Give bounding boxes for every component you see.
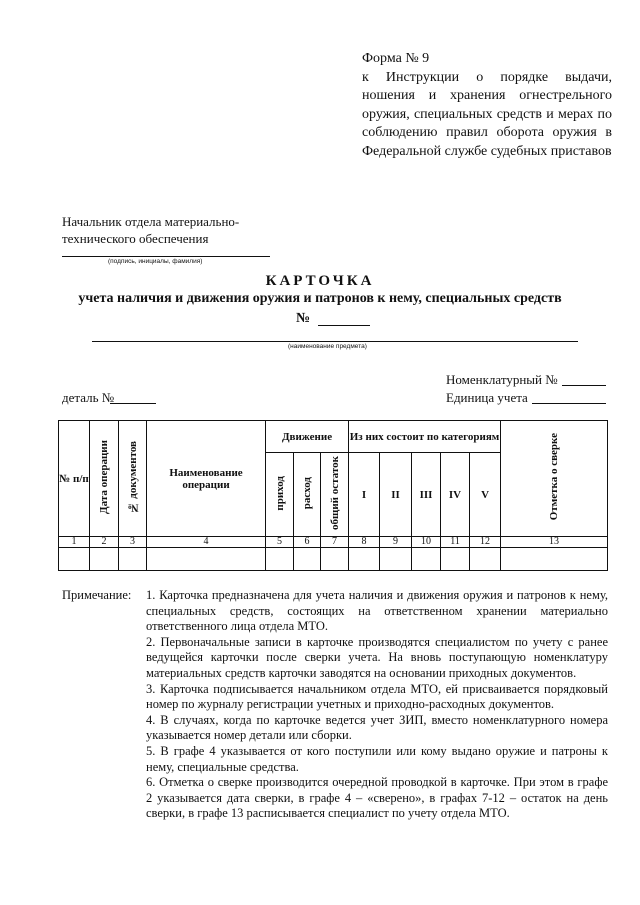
table-cell[interactable] <box>441 548 470 571</box>
column-number: 4 <box>147 537 266 548</box>
detail-label: деталь № <box>62 390 115 405</box>
item-name-field[interactable] <box>92 341 578 342</box>
note-item: 6. Отметка о сверке производится очередной проводкой в карточке. При этом в графе 2 указывается дата сверки, в графе 4 – «сверено», в графах 7-12 – остаток на день сверки, в графе 13 расписывается специалист по учету отдела МТО. <box>146 775 608 821</box>
header-cat-3: III <box>412 453 441 537</box>
column-number: 12 <box>470 537 501 548</box>
column-number: 2 <box>90 537 119 548</box>
note-item: 4. В случаях, когда по карточке ведется учет ЗИП, вместо номенклатурного номера указывается номер детали или сборки. <box>146 712 608 743</box>
header-out: расход <box>294 453 321 537</box>
table-cell[interactable] <box>90 548 119 571</box>
card-number-label: № <box>296 311 311 326</box>
column-number: 1 <box>59 537 90 548</box>
table-cell[interactable] <box>501 548 608 571</box>
form-header <box>362 50 612 161</box>
table-cell[interactable] <box>119 548 147 571</box>
column-number: 8 <box>349 537 380 548</box>
card-title: КАРТОЧКА <box>265 273 375 289</box>
header-cat-1: I <box>349 453 380 537</box>
header-cat-2: II <box>380 453 412 537</box>
header-check: Отметка о сверке <box>501 421 608 537</box>
column-number: 5 <box>266 537 294 548</box>
card-number-field[interactable] <box>318 325 370 326</box>
note-item: 5. В графе 4 указывается от кого поступили или кому выдано оружие и патроны к нему, специальные средства. <box>146 743 608 774</box>
detail-field[interactable] <box>110 403 156 404</box>
header-movement: Движение <box>266 421 349 453</box>
signature-caption: (подпись, инициалы, фамилия) <box>108 258 203 265</box>
column-numbers-row <box>59 537 608 548</box>
column-number: 7 <box>321 537 349 548</box>
item-name-caption: (наименование предмета) <box>288 343 367 350</box>
table-cell[interactable] <box>321 548 349 571</box>
column-number: 9 <box>380 537 412 548</box>
header-num: № п/п <box>59 421 90 537</box>
column-number: 10 <box>412 537 441 548</box>
form-title: Форма № 9 <box>362 51 430 66</box>
table-cell[interactable] <box>294 548 321 571</box>
nomenclature-field[interactable] <box>562 385 606 386</box>
table-cell[interactable] <box>266 548 294 571</box>
note-item: 2. Первоначальные записи в карточке производятся специалистом по учету с ранее ведущейся карточки после сверки учета. На вновь поступающую номенклатуру материальных средств карточки заводятся на основании приходных документов. <box>146 634 608 680</box>
table-row <box>59 548 608 571</box>
table-cell[interactable] <box>470 548 501 571</box>
note-item: 3. Карточка подписывается начальником отдела МТО, ей присваивается порядковый номер по журналу регистрации учетных и приходно-расходных документов. <box>146 681 608 712</box>
unit-field[interactable] <box>532 403 606 404</box>
chief-line-2: технического обеспечения <box>62 231 209 246</box>
header-cat-5: V <box>470 453 501 537</box>
chief-line-1: Начальник отдела материально- <box>62 214 240 229</box>
header-total: общий остаток <box>321 453 349 537</box>
notes-label: Примечание: <box>62 588 132 602</box>
header-cat-4: IV <box>441 453 470 537</box>
header-name: Наименование операции <box>147 421 266 537</box>
header-in: приход <box>266 453 294 537</box>
card-subtitle: учета наличия и движения оружия и патронов к нему, специальных средств <box>78 291 562 306</box>
column-number: 3 <box>119 537 147 548</box>
column-number: 6 <box>294 537 321 548</box>
header-date: Дата операции <box>90 421 119 537</box>
table-cell[interactable] <box>147 548 266 571</box>
column-number: 13 <box>501 537 608 548</box>
column-number: 11 <box>441 537 470 548</box>
table-cell[interactable] <box>349 548 380 571</box>
table-cell[interactable] <box>59 548 90 571</box>
chief-block <box>62 213 239 247</box>
nomenclature-label: Номенклатурный № <box>446 372 558 387</box>
table-cell[interactable] <box>380 548 412 571</box>
note-item: 1. Карточка предназначена для учета наличия и движения оружия и патронов к нему, специальных средств, состоящих на ответственном хранении материально ответственного лица отдела МТО. <box>146 588 608 634</box>
notes-list <box>146 588 608 822</box>
table-cell[interactable] <box>412 548 441 571</box>
header-categories: Из них состоит по категориям <box>349 421 501 453</box>
card-table <box>58 420 608 571</box>
form-description: к Инструкции о порядке выдачи, ношения и хранения огнестрельного оружия, специальных средств и мерах по соблюдению правил оборота оружия в Федеральной службе судебных приставов <box>362 69 612 159</box>
signature-line[interactable] <box>62 256 270 257</box>
unit-label: Единица учета <box>446 390 528 405</box>
header-doc: № документов <box>119 421 147 537</box>
